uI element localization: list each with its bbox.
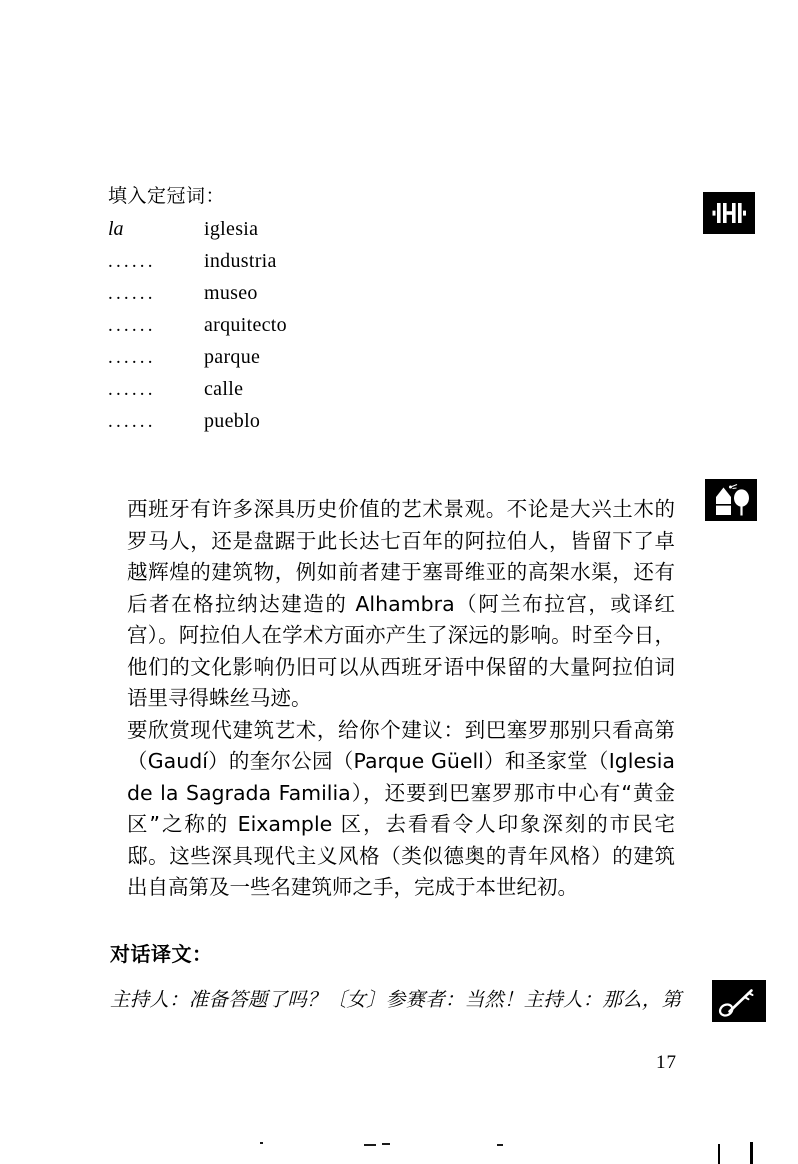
exercise-blank-2[interactable]: ......: [108, 282, 156, 304]
exercise-word-0: iglesia: [204, 217, 259, 240]
exercise-word-3: arquitecto: [204, 313, 287, 336]
exercise-answer-0: la: [108, 217, 124, 240]
exercise-blank-5[interactable]: ......: [108, 378, 156, 400]
essay-paragraph-1: 西班牙有许多深具历史价值的艺术景观。不论是大兴土木的罗马人，还是盘踞于此长达七百年的阿拉伯人，皆留下了卓越辉煌的建筑物，例如前者建于塞哥维亚的高架水渠，还有后者在格拉纳达建造的 Alhambra（阿兰布拉宫，或译红宫）。阿拉伯人在学术方面亦产生了深远的影响。时至今日，他们的文化影响仍旧可以从西班牙语中保留的大量阿拉伯词语里寻得蛛丝马迹。: [127, 497, 675, 710]
dialogue-translation-heading: 对话译文：: [110, 942, 213, 966]
essay-block: [127, 494, 675, 904]
exercise-row: [108, 218, 528, 250]
exercise-row: [108, 410, 528, 442]
dumbbell-icon: [703, 192, 755, 234]
house-tree-icon: [705, 479, 757, 521]
exercise-word-5: calle: [204, 377, 244, 400]
scan-speck: [382, 1143, 390, 1145]
exercise-blank-6[interactable]: ......: [108, 410, 156, 432]
exercise-row: [108, 250, 528, 282]
dialogue-translation-line: 主持人：准备答题了吗？〔女〕参赛者：当然！主持人：那么，第: [110, 988, 682, 1011]
exercise-block: [108, 185, 528, 442]
essay-paragraph-2: 要欣赏现代建筑艺术，给你个建议：到巴塞罗那别只看高第（Gaudí）的奎尔公园（Parque Güell）和圣家堂（Iglesia de la Sagrada Familia），还要到巴塞罗那市中心有“黄金区”之称的 Eixample 区，去看看令人印象深刻的市民宅邸。这些深具现代主义风格（类似德奥的青年风格）的建筑出自高第及一些名建筑师之手，完成于本世纪初。: [127, 717, 675, 899]
exercise-blank-3[interactable]: ......: [108, 314, 156, 336]
scan-speck: [260, 1142, 263, 1144]
exercise-row: [108, 346, 528, 378]
exercise-heading: 填入定冠词：: [108, 185, 226, 207]
exercise-blank-4[interactable]: ......: [108, 346, 156, 368]
exercise-word-2: museo: [204, 281, 258, 304]
exercise-row: [108, 314, 528, 346]
exercise-row: [108, 282, 528, 314]
scan-tick-mark: [718, 1144, 720, 1164]
page-number: 17: [656, 1052, 677, 1073]
key-icon: [712, 980, 766, 1022]
exercise-word-4: parque: [204, 345, 261, 368]
scan-speck: [497, 1144, 503, 1146]
exercise-row: [108, 378, 528, 410]
exercise-word-1: industria: [204, 249, 277, 272]
exercise-word-6: pueblo: [204, 409, 261, 432]
scan-tick-mark: [750, 1142, 753, 1164]
scan-speck: [364, 1144, 376, 1146]
exercise-blank-1[interactable]: ......: [108, 250, 156, 272]
